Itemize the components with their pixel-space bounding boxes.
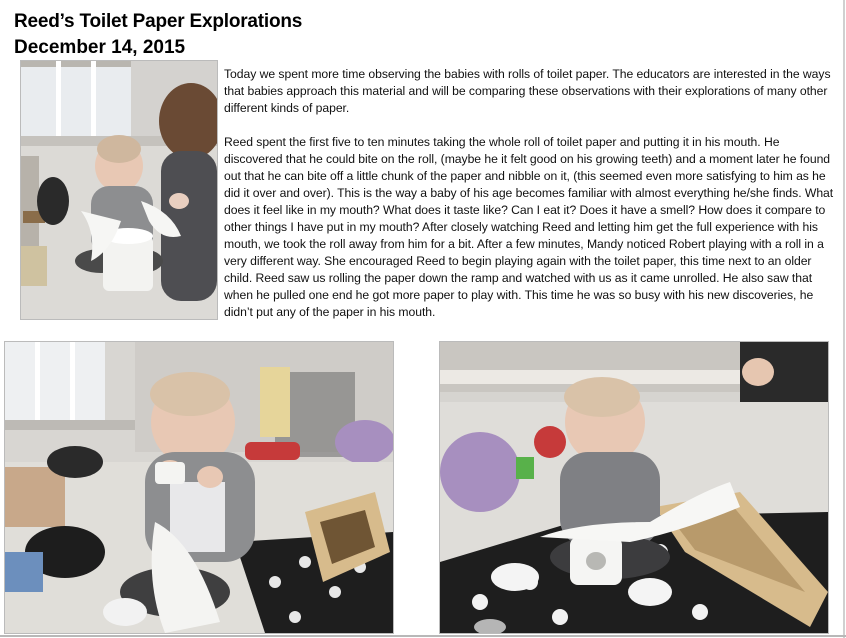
document-title: Reed’s Toilet Paper Explorations bbox=[14, 11, 303, 32]
page-edge-rule bbox=[843, 0, 845, 638]
paragraph-intro: Today we spent more time observing the babies with rolls of toilet paper. The educators are interested in the ways that babies approach this material and will be comparing these observations with their explorations of many other different kinds of paper. bbox=[224, 67, 831, 115]
document-body bbox=[224, 66, 840, 338]
photo-reed-on-mat bbox=[439, 341, 829, 634]
paragraph-observation: Reed spent the first five to ten minutes taking the whole roll of toilet paper and putting it in his mouth. He discovered that he could bite on the roll, (maybe he it felt good on his growing teeth) and a moment later he found out that he can bite off a little chunk of the paper and nibble on it, (this seemed even more satisfying to him as he did it over and over). This is the way a baby of his age becomes familiar with almost everything he/she finds. What does it feel like in my mouth? What does it taste like? Can I eat it? Does it have a smell? How does it compare to other things I have put in my mouth? After closely watching Reed and letting him get the full experience with his mouth, we took the roll away from him for a bit. After a few minutes, Mandy noticed Robert playing with a roll in a very different way. She encouraged Reed to begin playing again with the toilet paper, this time next to an older child. Reed saw us rolling the paper down the ramp and watched with us as it came unrolled. He also saw that when he pulled one end he got more paper to play with. This time he was so busy with his new discoveries, he didn’t put any of the paper in his mouth. bbox=[224, 135, 834, 319]
photo-reed-holding-paper bbox=[4, 341, 394, 634]
photo-reed-biting-roll bbox=[20, 60, 218, 320]
page-bottom-rule bbox=[0, 635, 846, 637]
document-date: December 14, 2015 bbox=[14, 37, 186, 58]
